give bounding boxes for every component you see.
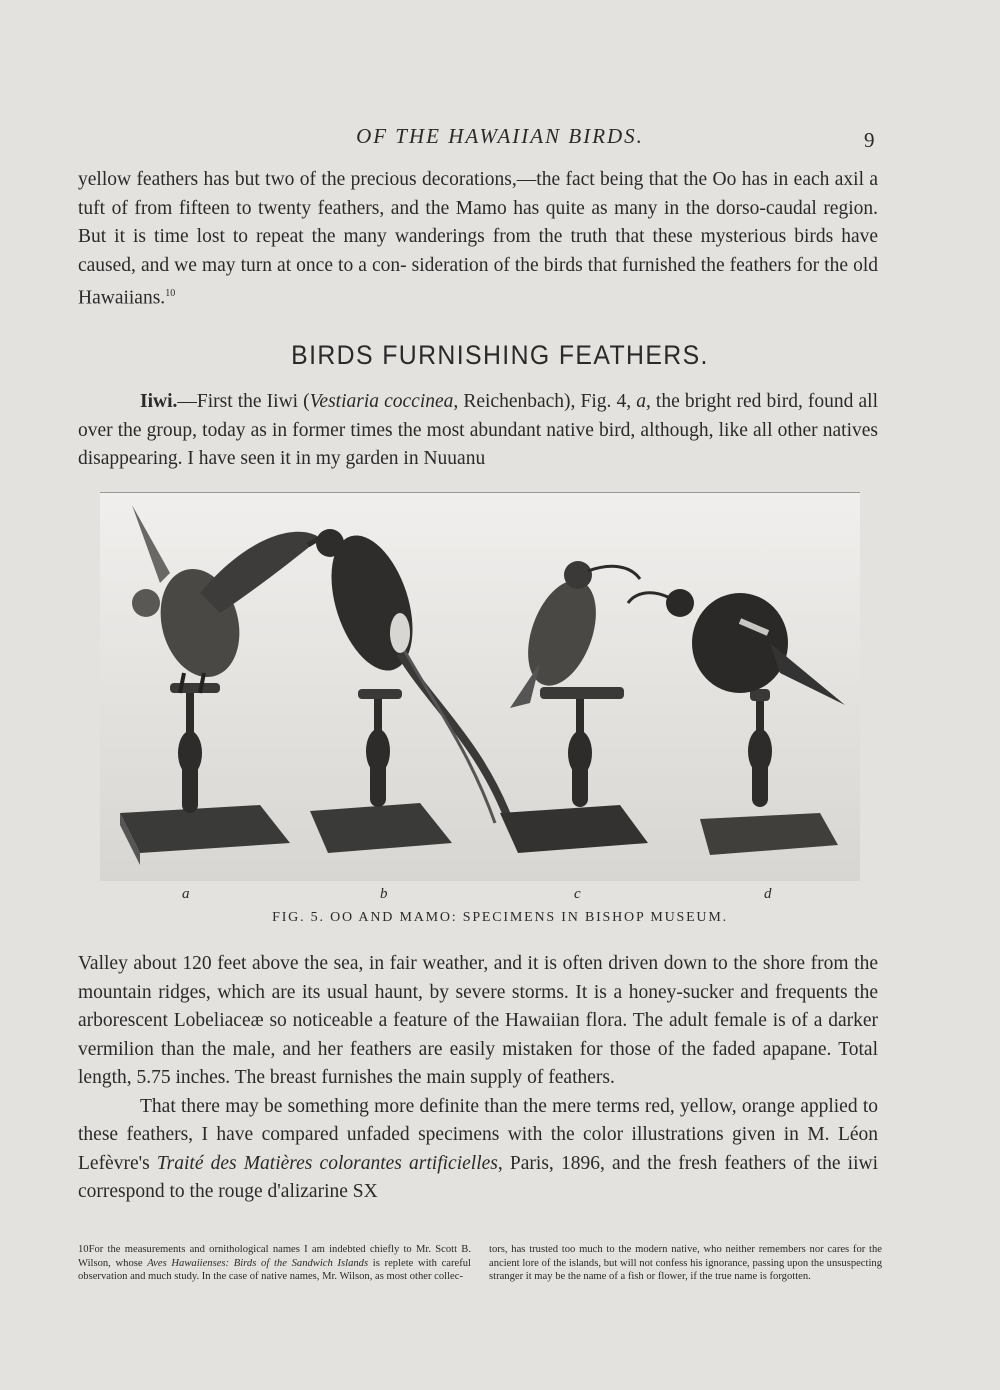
p1-line: yellow feathers has but two of the precious decorations,—the fact being that the Oo has	[78, 169, 768, 190]
p4-line: Paris, 1896, and the fresh feathers of the iiwi correspond to the rouge d'alizarine SX	[78, 1152, 879, 1202]
iiwi-lead: Iiwi.	[140, 391, 178, 412]
book-title: Traité des Matières colorantes artificielles	[156, 1152, 498, 1174]
p4-line: orange applied to these feathers, I have compared unfaded specimens with the color	[78, 1095, 878, 1145]
p3-line: Hawaiian flora. The adult female is of a darker vermilion than the male, and her	[78, 1010, 879, 1060]
figure-caption: FIG. 5. OO AND MAMO: SPECIMENS IN BISHOP MUSEUM.	[272, 910, 728, 925]
p2-text: , Reichenbach), Fig. 4,	[453, 391, 637, 412]
paragraph-3	[78, 950, 878, 1207]
page-number: 9	[864, 128, 875, 152]
p2-text: , the bright red	[645, 391, 762, 412]
footnote-book-title: Aves Hawaiienses: Birds of the Sandwich Islands	[147, 1257, 369, 1269]
p4-line: That there may be something more definite than the mere terms red, yellow,	[140, 1095, 737, 1117]
p3-line: Valley about 120 feet above the sea, in fair weather, and it is often driven down to the	[78, 953, 758, 974]
p1-line: sideration of the birds that furnished the feathers for the old Hawaiians.	[78, 254, 878, 309]
p1-line: the truth that these mysterious birds have caused, and we may turn at once to a con-	[78, 226, 879, 276]
p2-line: although, like all other natives disappearing. I have seen it in my garden in Nuuanu	[78, 419, 878, 469]
p4-line: illustrations given in M. Léon Lefèvre's	[78, 1124, 879, 1174]
bird-specimens-photo	[100, 492, 860, 881]
species-name: Vestiaria coccinea	[309, 391, 454, 412]
p4-text: ,	[497, 1152, 503, 1174]
figure-letter-d: d	[764, 886, 772, 902]
running-head: OF THE HAWAIIAN BIRDS.	[356, 124, 644, 148]
p3-line: honey-sucker and frequents the arborescent Lobeliaceæ so noticeable a feature of the	[78, 981, 878, 1031]
p3-line: The breast furnishes the main supply of feathers.	[234, 1067, 615, 1088]
p3-line: feathers are easily mistaken for those of the faded apapane. Total length, 5.75 inches.	[78, 1038, 879, 1088]
footnotes	[78, 1243, 882, 1284]
p2-text: —First the Iiwi (	[177, 391, 310, 412]
footnote-ref: 10	[165, 288, 176, 299]
footnote-column-1	[78, 1243, 471, 1284]
figure-letter-a: a	[182, 886, 190, 902]
p1-line: in the dorso-caudal region. But it is time lost to repeat the many wanderings from	[78, 197, 879, 247]
figure-letter-b: b	[380, 886, 388, 902]
figure-ref-letter: a	[636, 391, 646, 412]
p3-line: shore from the mountain ridges, which are its usual haunt, by severe storms. It is a	[78, 953, 878, 1003]
footnote-column-2: tors, has trusted too much to the modern native, who neither remembers nor cares for the ancient lore of the islands, but will not confess his ignorance, passing upon the unsuspecting stranger it may be the name of a fish or flower, if the true name is forgotten.	[489, 1244, 882, 1282]
figure-letter-c: c	[574, 886, 581, 902]
footnote-text: 10For the measurements and ornithological names I am indebted chiefly to Mr. Scott B. Wilson, whose	[78, 1244, 471, 1269]
p1-line: in each axil a tuft of from fifteen to twenty feathers, and the Mamo has quite as many	[78, 169, 879, 219]
p2-line: bird, found all over the group, today as in former times the most abundant native bird,	[78, 391, 878, 441]
footnote-text: is replete with careful observation and much study. In the case of native names, Mr. Wilson, as most other collec-	[78, 1257, 471, 1282]
paragraph-1	[78, 166, 878, 313]
section-heading: BIRDS FURNISHING FEATHERS.	[291, 340, 709, 370]
paragraph-2	[78, 388, 878, 474]
